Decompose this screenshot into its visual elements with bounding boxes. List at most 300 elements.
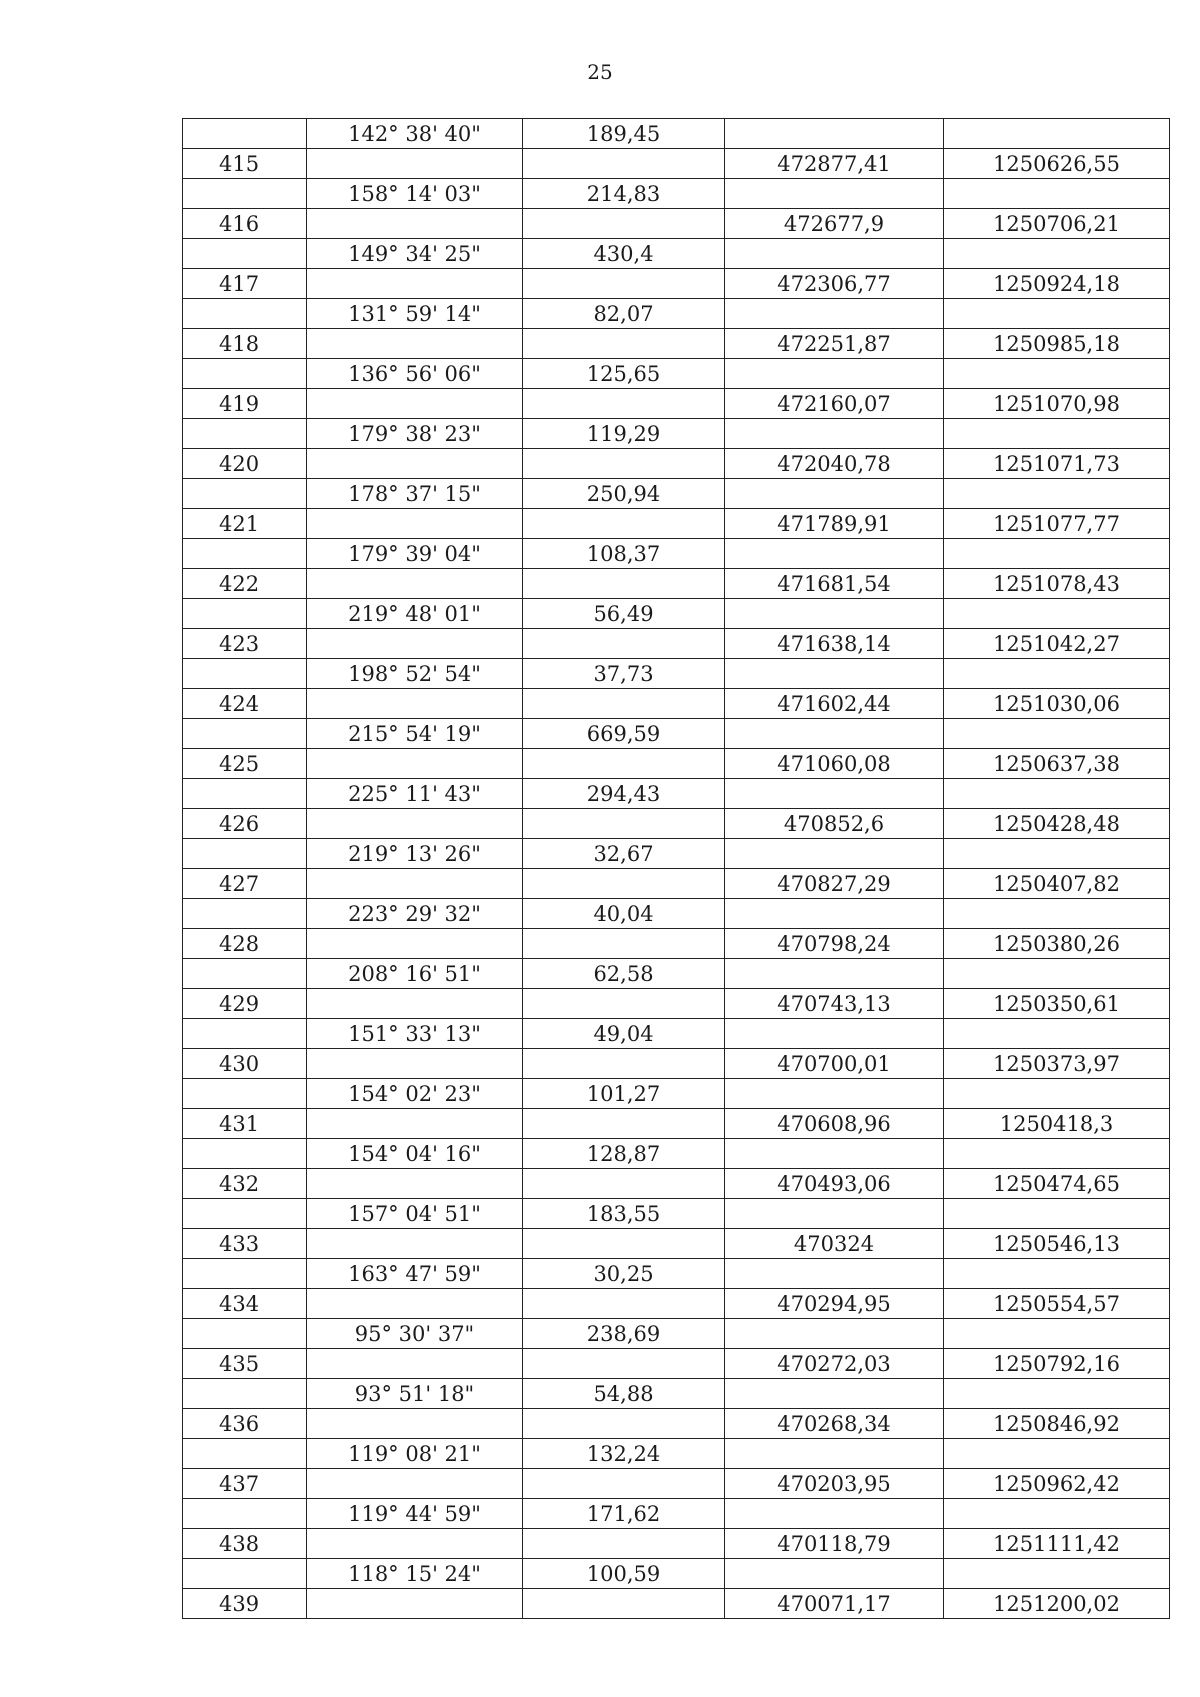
point-number-cell: 425 <box>183 749 307 779</box>
segment-row <box>183 179 1170 209</box>
x-coordinate-cell <box>725 599 944 629</box>
y-coordinate-cell <box>944 1499 1170 1529</box>
segment-row <box>183 779 1170 809</box>
point-number-cell <box>183 539 307 569</box>
point-number-cell: 427 <box>183 869 307 899</box>
point-number-cell: 439 <box>183 1589 307 1619</box>
segment-length-cell: 128,87 <box>523 1139 725 1169</box>
direction-angle-cell: 178° 37' 15" <box>307 479 523 509</box>
direction-angle-cell <box>307 389 523 419</box>
y-coordinate-cell: 1250350,61 <box>944 989 1170 1019</box>
direction-angle-cell <box>307 1529 523 1559</box>
x-coordinate-cell <box>725 179 944 209</box>
x-coordinate-cell <box>725 1199 944 1229</box>
y-coordinate-cell <box>944 959 1170 989</box>
segment-row <box>183 1439 1170 1469</box>
point-number-cell <box>183 719 307 749</box>
y-coordinate-cell: 1250380,26 <box>944 929 1170 959</box>
x-coordinate-cell: 472677,9 <box>725 209 944 239</box>
x-coordinate-cell: 472251,87 <box>725 329 944 359</box>
direction-angle-cell: 154° 04' 16" <box>307 1139 523 1169</box>
segment-length-cell <box>523 929 725 959</box>
x-coordinate-cell: 472040,78 <box>725 449 944 479</box>
point-row <box>183 869 1170 899</box>
x-coordinate-cell: 472160,07 <box>725 389 944 419</box>
point-number-cell: 432 <box>183 1169 307 1199</box>
point-row <box>183 569 1170 599</box>
point-number-cell <box>183 1259 307 1289</box>
x-coordinate-cell <box>725 899 944 929</box>
segment-length-cell <box>523 749 725 779</box>
direction-angle-cell <box>307 689 523 719</box>
y-coordinate-cell: 1250407,82 <box>944 869 1170 899</box>
segment-length-cell: 171,62 <box>523 1499 725 1529</box>
point-number-cell <box>183 779 307 809</box>
x-coordinate-cell: 470827,29 <box>725 869 944 899</box>
point-row <box>183 1049 1170 1079</box>
direction-angle-cell: 151° 33' 13" <box>307 1019 523 1049</box>
point-number-cell <box>183 599 307 629</box>
segment-length-cell <box>523 629 725 659</box>
segment-length-cell <box>523 569 725 599</box>
segment-length-cell: 54,88 <box>523 1379 725 1409</box>
point-number-cell <box>183 1559 307 1589</box>
y-coordinate-cell <box>944 779 1170 809</box>
segment-row <box>183 1499 1170 1529</box>
page-number: 25 <box>587 60 613 84</box>
direction-angle-cell <box>307 1289 523 1319</box>
coordinates-table-body <box>183 119 1170 1619</box>
y-coordinate-cell <box>944 419 1170 449</box>
x-coordinate-cell: 470852,6 <box>725 809 944 839</box>
point-number-cell: 431 <box>183 1109 307 1139</box>
point-row <box>183 1409 1170 1439</box>
point-number-cell: 415 <box>183 149 307 179</box>
segment-length-cell <box>523 1469 725 1499</box>
segment-length-cell: 183,55 <box>523 1199 725 1229</box>
y-coordinate-cell <box>944 1199 1170 1229</box>
point-number-cell: 422 <box>183 569 307 599</box>
direction-angle-cell: 215° 54' 19" <box>307 719 523 749</box>
segment-length-cell <box>523 209 725 239</box>
x-coordinate-cell <box>725 239 944 269</box>
segment-length-cell <box>523 269 725 299</box>
y-coordinate-cell: 1251077,77 <box>944 509 1170 539</box>
direction-angle-cell: 149° 34' 25" <box>307 239 523 269</box>
point-row <box>183 449 1170 479</box>
point-number-cell <box>183 1379 307 1409</box>
segment-row <box>183 359 1170 389</box>
y-coordinate-cell: 1250846,92 <box>944 1409 1170 1439</box>
point-number-cell: 437 <box>183 1469 307 1499</box>
segment-row <box>183 659 1170 689</box>
point-number-cell: 423 <box>183 629 307 659</box>
point-number-cell: 429 <box>183 989 307 1019</box>
direction-angle-cell: 179° 38' 23" <box>307 419 523 449</box>
point-number-cell <box>183 1079 307 1109</box>
segment-length-cell <box>523 1589 725 1619</box>
direction-angle-cell <box>307 1049 523 1079</box>
segment-length-cell: 49,04 <box>523 1019 725 1049</box>
y-coordinate-cell: 1250373,97 <box>944 1049 1170 1079</box>
direction-angle-cell <box>307 1229 523 1259</box>
segment-length-cell: 250,94 <box>523 479 725 509</box>
segment-length-cell <box>523 1109 725 1139</box>
x-coordinate-cell: 471789,91 <box>725 509 944 539</box>
x-coordinate-cell <box>725 1019 944 1049</box>
x-coordinate-cell: 471060,08 <box>725 749 944 779</box>
segment-row <box>183 719 1170 749</box>
segment-length-cell: 37,73 <box>523 659 725 689</box>
point-number-cell: 430 <box>183 1049 307 1079</box>
direction-angle-cell <box>307 269 523 299</box>
x-coordinate-cell <box>725 839 944 869</box>
point-number-cell <box>183 1139 307 1169</box>
segment-length-cell: 100,59 <box>523 1559 725 1589</box>
y-coordinate-cell: 1250428,48 <box>944 809 1170 839</box>
direction-angle-cell: 95° 30' 37" <box>307 1319 523 1349</box>
x-coordinate-cell: 470071,17 <box>725 1589 944 1619</box>
point-row <box>183 689 1170 719</box>
point-number-cell <box>183 1319 307 1349</box>
segment-row <box>183 239 1170 269</box>
segment-row <box>183 1379 1170 1409</box>
y-coordinate-cell <box>944 479 1170 509</box>
segment-length-cell: 62,58 <box>523 959 725 989</box>
point-number-cell: 428 <box>183 929 307 959</box>
y-coordinate-cell <box>944 1019 1170 1049</box>
direction-angle-cell: 198° 52' 54" <box>307 659 523 689</box>
direction-angle-cell: 119° 08' 21" <box>307 1439 523 1469</box>
point-row <box>183 809 1170 839</box>
point-number-cell: 420 <box>183 449 307 479</box>
direction-angle-cell <box>307 869 523 899</box>
y-coordinate-cell: 1251200,02 <box>944 1589 1170 1619</box>
segment-row <box>183 839 1170 869</box>
segment-length-cell: 125,65 <box>523 359 725 389</box>
segment-length-cell <box>523 1229 725 1259</box>
direction-angle-cell: 131° 59' 14" <box>307 299 523 329</box>
x-coordinate-cell <box>725 1379 944 1409</box>
segment-length-cell: 40,04 <box>523 899 725 929</box>
x-coordinate-cell <box>725 299 944 329</box>
y-coordinate-cell: 1250637,38 <box>944 749 1170 779</box>
point-number-cell: 433 <box>183 1229 307 1259</box>
y-coordinate-cell <box>944 239 1170 269</box>
segment-length-cell: 669,59 <box>523 719 725 749</box>
direction-angle-cell <box>307 749 523 779</box>
x-coordinate-cell <box>725 779 944 809</box>
direction-angle-cell: 136° 56' 06" <box>307 359 523 389</box>
segment-row <box>183 419 1170 449</box>
point-number-cell <box>183 119 307 149</box>
direction-angle-cell: 154° 02' 23" <box>307 1079 523 1109</box>
y-coordinate-cell: 1250792,16 <box>944 1349 1170 1379</box>
x-coordinate-cell <box>725 419 944 449</box>
segment-length-cell <box>523 1409 725 1439</box>
point-row <box>183 1169 1170 1199</box>
direction-angle-cell: 223° 29' 32" <box>307 899 523 929</box>
x-coordinate-cell <box>725 539 944 569</box>
y-coordinate-cell <box>944 659 1170 689</box>
direction-angle-cell: 93° 51' 18" <box>307 1379 523 1409</box>
point-row <box>183 389 1170 419</box>
y-coordinate-cell: 1250546,13 <box>944 1229 1170 1259</box>
segment-row <box>183 479 1170 509</box>
y-coordinate-cell: 1250706,21 <box>944 209 1170 239</box>
direction-angle-cell <box>307 449 523 479</box>
y-coordinate-cell: 1250418,3 <box>944 1109 1170 1139</box>
segment-row <box>183 1319 1170 1349</box>
y-coordinate-cell <box>944 359 1170 389</box>
segment-length-cell <box>523 509 725 539</box>
point-row <box>183 1229 1170 1259</box>
direction-angle-cell: 157° 04' 51" <box>307 1199 523 1229</box>
y-coordinate-cell <box>944 1559 1170 1589</box>
y-coordinate-cell: 1250474,65 <box>944 1169 1170 1199</box>
point-row <box>183 929 1170 959</box>
point-number-cell <box>183 419 307 449</box>
y-coordinate-cell <box>944 539 1170 569</box>
y-coordinate-cell <box>944 899 1170 929</box>
point-number-cell: 421 <box>183 509 307 539</box>
segment-length-cell <box>523 1049 725 1079</box>
direction-angle-cell <box>307 989 523 1019</box>
point-row <box>183 509 1170 539</box>
segment-row <box>183 119 1170 149</box>
segment-length-cell: 108,37 <box>523 539 725 569</box>
point-row <box>183 1469 1170 1499</box>
x-coordinate-cell: 470493,06 <box>725 1169 944 1199</box>
direction-angle-cell <box>307 929 523 959</box>
y-coordinate-cell <box>944 1259 1170 1289</box>
segment-row <box>183 299 1170 329</box>
point-number-cell: 434 <box>183 1289 307 1319</box>
segment-length-cell: 32,67 <box>523 839 725 869</box>
segment-row <box>183 1019 1170 1049</box>
segment-length-cell <box>523 1349 725 1379</box>
point-number-cell: 419 <box>183 389 307 419</box>
x-coordinate-cell: 470272,03 <box>725 1349 944 1379</box>
direction-angle-cell: 179° 39' 04" <box>307 539 523 569</box>
direction-angle-cell: 219° 48' 01" <box>307 599 523 629</box>
point-row <box>183 1529 1170 1559</box>
x-coordinate-cell: 470743,13 <box>725 989 944 1019</box>
y-coordinate-cell: 1250962,42 <box>944 1469 1170 1499</box>
segment-row <box>183 959 1170 989</box>
point-row <box>183 1589 1170 1619</box>
y-coordinate-cell: 1250626,55 <box>944 149 1170 179</box>
segment-length-cell <box>523 449 725 479</box>
x-coordinate-cell <box>725 1079 944 1109</box>
point-number-cell <box>183 899 307 929</box>
segment-length-cell: 214,83 <box>523 179 725 209</box>
segment-length-cell: 82,07 <box>523 299 725 329</box>
y-coordinate-cell <box>944 1379 1170 1409</box>
segment-length-cell <box>523 1529 725 1559</box>
y-coordinate-cell: 1251071,73 <box>944 449 1170 479</box>
y-coordinate-cell <box>944 1079 1170 1109</box>
segment-length-cell <box>523 1289 725 1319</box>
point-number-cell: 416 <box>183 209 307 239</box>
x-coordinate-cell <box>725 959 944 989</box>
direction-angle-cell <box>307 1109 523 1139</box>
segment-row <box>183 1139 1170 1169</box>
x-coordinate-cell: 470203,95 <box>725 1469 944 1499</box>
point-number-cell: 435 <box>183 1349 307 1379</box>
segment-length-cell: 430,4 <box>523 239 725 269</box>
y-coordinate-cell: 1251070,98 <box>944 389 1170 419</box>
x-coordinate-cell: 470324 <box>725 1229 944 1259</box>
point-number-cell: 436 <box>183 1409 307 1439</box>
point-number-cell: 438 <box>183 1529 307 1559</box>
point-number-cell <box>183 659 307 689</box>
point-row <box>183 1289 1170 1319</box>
y-coordinate-cell <box>944 1439 1170 1469</box>
x-coordinate-cell: 472877,41 <box>725 149 944 179</box>
x-coordinate-cell: 471681,54 <box>725 569 944 599</box>
x-coordinate-cell: 470700,01 <box>725 1049 944 1079</box>
y-coordinate-cell: 1250924,18 <box>944 269 1170 299</box>
segment-length-cell <box>523 869 725 899</box>
x-coordinate-cell: 471602,44 <box>725 689 944 719</box>
y-coordinate-cell: 1251042,27 <box>944 629 1170 659</box>
direction-angle-cell <box>307 1169 523 1199</box>
point-number-cell <box>183 1199 307 1229</box>
segment-length-cell <box>523 389 725 419</box>
segment-length-cell: 294,43 <box>523 779 725 809</box>
y-coordinate-cell <box>944 1139 1170 1169</box>
y-coordinate-cell <box>944 839 1170 869</box>
y-coordinate-cell <box>944 719 1170 749</box>
point-number-cell: 424 <box>183 689 307 719</box>
direction-angle-cell: 142° 38' 40" <box>307 119 523 149</box>
segment-length-cell: 189,45 <box>523 119 725 149</box>
segment-row <box>183 1199 1170 1229</box>
y-coordinate-cell <box>944 119 1170 149</box>
direction-angle-cell <box>307 1589 523 1619</box>
coordinates-table <box>182 118 1170 1619</box>
segment-length-cell <box>523 989 725 1019</box>
point-row <box>183 1349 1170 1379</box>
x-coordinate-cell <box>725 1439 944 1469</box>
point-number-cell <box>183 959 307 989</box>
segment-row <box>183 899 1170 929</box>
point-number-cell <box>183 1499 307 1529</box>
direction-angle-cell <box>307 509 523 539</box>
x-coordinate-cell <box>725 479 944 509</box>
x-coordinate-cell <box>725 1319 944 1349</box>
point-row <box>183 1109 1170 1139</box>
y-coordinate-cell <box>944 299 1170 329</box>
point-number-cell <box>183 299 307 329</box>
direction-angle-cell: 163° 47' 59" <box>307 1259 523 1289</box>
segment-row <box>183 1559 1170 1589</box>
x-coordinate-cell: 470268,34 <box>725 1409 944 1439</box>
y-coordinate-cell: 1250554,57 <box>944 1289 1170 1319</box>
point-number-cell: 418 <box>183 329 307 359</box>
x-coordinate-cell <box>725 659 944 689</box>
x-coordinate-cell <box>725 1499 944 1529</box>
direction-angle-cell <box>307 569 523 599</box>
x-coordinate-cell <box>725 1139 944 1169</box>
x-coordinate-cell: 471638,14 <box>725 629 944 659</box>
segment-length-cell <box>523 809 725 839</box>
point-number-cell <box>183 1019 307 1049</box>
segment-length-cell: 132,24 <box>523 1439 725 1469</box>
point-row <box>183 749 1170 779</box>
segment-row <box>183 539 1170 569</box>
x-coordinate-cell <box>725 119 944 149</box>
direction-angle-cell: 119° 44' 59" <box>307 1499 523 1529</box>
direction-angle-cell: 225° 11' 43" <box>307 779 523 809</box>
x-coordinate-cell: 470608,96 <box>725 1109 944 1139</box>
direction-angle-cell <box>307 1409 523 1439</box>
point-number-cell <box>183 479 307 509</box>
segment-length-cell: 30,25 <box>523 1259 725 1289</box>
x-coordinate-cell: 470798,24 <box>725 929 944 959</box>
point-row <box>183 149 1170 179</box>
point-number-cell: 417 <box>183 269 307 299</box>
direction-angle-cell <box>307 209 523 239</box>
segment-length-cell: 119,29 <box>523 419 725 449</box>
point-row <box>183 989 1170 1019</box>
x-coordinate-cell <box>725 359 944 389</box>
point-row <box>183 629 1170 659</box>
segment-length-cell: 101,27 <box>523 1079 725 1109</box>
segment-length-cell <box>523 689 725 719</box>
direction-angle-cell <box>307 1349 523 1379</box>
x-coordinate-cell: 472306,77 <box>725 269 944 299</box>
segment-length-cell: 56,49 <box>523 599 725 629</box>
point-row <box>183 269 1170 299</box>
y-coordinate-cell: 1251111,42 <box>944 1529 1170 1559</box>
y-coordinate-cell <box>944 179 1170 209</box>
point-number-cell <box>183 239 307 269</box>
direction-angle-cell <box>307 149 523 179</box>
direction-angle-cell <box>307 1469 523 1499</box>
point-row <box>183 209 1170 239</box>
y-coordinate-cell <box>944 599 1170 629</box>
x-coordinate-cell <box>725 1559 944 1589</box>
direction-angle-cell <box>307 629 523 659</box>
x-coordinate-cell: 470118,79 <box>725 1529 944 1559</box>
segment-length-cell <box>523 1169 725 1199</box>
x-coordinate-cell <box>725 719 944 749</box>
direction-angle-cell: 118° 15' 24" <box>307 1559 523 1589</box>
segment-row <box>183 1259 1170 1289</box>
segment-length-cell <box>523 149 725 179</box>
direction-angle-cell: 208° 16' 51" <box>307 959 523 989</box>
direction-angle-cell <box>307 329 523 359</box>
segment-row <box>183 1079 1170 1109</box>
direction-angle-cell <box>307 809 523 839</box>
y-coordinate-cell: 1251078,43 <box>944 569 1170 599</box>
segment-row <box>183 599 1170 629</box>
y-coordinate-cell: 1250985,18 <box>944 329 1170 359</box>
y-coordinate-cell <box>944 1319 1170 1349</box>
point-number-cell <box>183 1439 307 1469</box>
point-number-cell <box>183 359 307 389</box>
point-number-cell: 426 <box>183 809 307 839</box>
segment-length-cell <box>523 329 725 359</box>
point-number-cell <box>183 839 307 869</box>
x-coordinate-cell <box>725 1259 944 1289</box>
segment-length-cell: 238,69 <box>523 1319 725 1349</box>
point-number-cell <box>183 179 307 209</box>
direction-angle-cell: 219° 13' 26" <box>307 839 523 869</box>
direction-angle-cell: 158° 14' 03" <box>307 179 523 209</box>
